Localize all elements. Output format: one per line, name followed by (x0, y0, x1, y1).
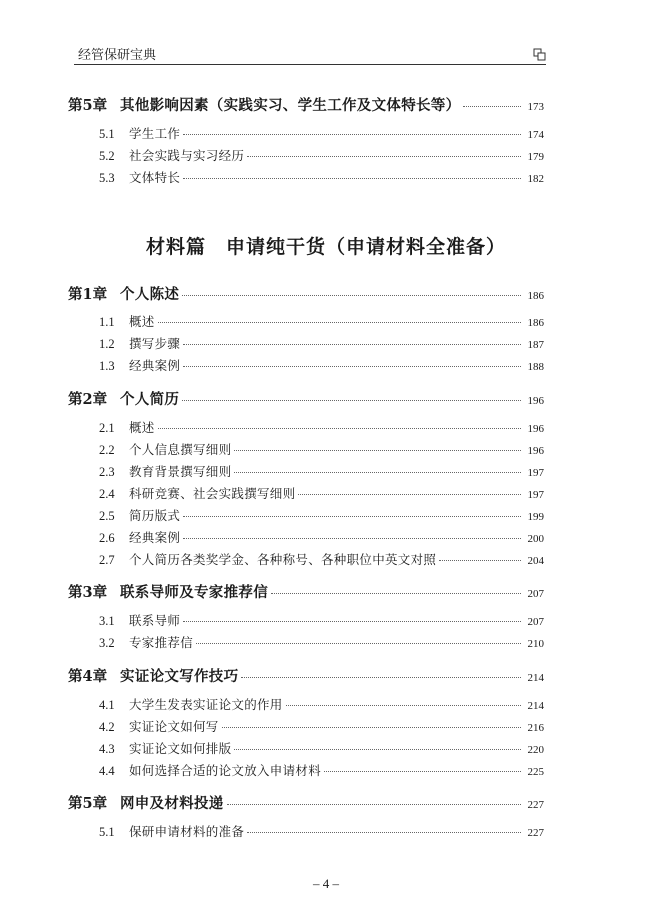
toc-entry-page: 196 (527, 423, 544, 435)
toc-leader-dots (286, 705, 521, 706)
toc-entry-page: 214 (527, 672, 544, 684)
toc-entry-page: 182 (527, 173, 544, 185)
toc-entry-number: 5.1 (99, 825, 115, 839)
toc-entry-number: 4.3 (99, 742, 115, 756)
toc-entry-number: 2.1 (99, 421, 115, 435)
toc-entry-title: 个人陈述 (120, 286, 180, 303)
toc-entry-page: 197 (527, 489, 544, 501)
toc-entry-title: 实证论文写作技巧 (120, 668, 239, 685)
toc-entry-title: 学生工作 (129, 126, 181, 141)
toc-entry-number: 3.2 (99, 636, 115, 650)
toc-leader-dots (241, 677, 521, 678)
toc-leader-dots (227, 804, 521, 805)
toc-section-entry[interactable] (68, 356, 544, 374)
toc-entry-number: 4.2 (99, 720, 115, 734)
book-logo-icon (533, 48, 546, 61)
toc-chapter-entry[interactable] (68, 665, 544, 686)
toc-leader-dots (183, 178, 521, 179)
toc-entry-number: 5.3 (99, 171, 115, 185)
toc-entry-title: 网申及材料投递 (120, 795, 224, 812)
toc-entry-title: 实证论文如何写 (129, 719, 219, 734)
toc-leader-dots (158, 322, 521, 323)
toc-entry-page: 207 (527, 588, 544, 600)
toc-entry-title: 个人简历 (120, 391, 180, 408)
toc-entry-number: 第1章 (68, 286, 108, 303)
toc-section-entry[interactable] (68, 146, 544, 164)
toc-entry-number: 5.2 (99, 149, 115, 163)
toc-leader-dots (463, 106, 521, 107)
toc-entry-title: 文体特长 (129, 170, 181, 185)
toc-leader-dots (183, 516, 521, 517)
toc-leader-dots (298, 494, 521, 495)
toc-section-entry[interactable] (68, 506, 544, 524)
toc-entry-page: 200 (527, 533, 544, 545)
toc-entry-page: 214 (527, 700, 544, 712)
toc-section-entry[interactable] (68, 695, 544, 713)
toc-entry-page: 227 (527, 799, 544, 811)
toc-chapter-entry[interactable] (68, 792, 544, 813)
toc-entry-page: 196 (527, 445, 544, 457)
toc-leader-dots (196, 643, 521, 644)
part-title: 材料篇 申请纯干货（申请材料全准备） (145, 236, 506, 258)
toc-entry-number: 4.1 (99, 698, 115, 712)
toc-leader-dots (183, 538, 521, 539)
toc-leader-dots (234, 472, 521, 473)
toc-section-entry[interactable] (68, 717, 544, 735)
toc-leader-dots (182, 295, 521, 296)
toc-leader-dots (271, 593, 521, 594)
toc-entry-title: 简历版式 (129, 508, 181, 523)
toc-leader-dots (183, 621, 521, 622)
toc-section-entry[interactable] (68, 739, 544, 757)
toc-chapter-entry[interactable] (68, 283, 544, 304)
toc-entry-page: 174 (527, 129, 544, 141)
running-header (74, 40, 546, 65)
toc-entry-number: 2.4 (99, 487, 115, 501)
toc-entry-number: 第3章 (68, 584, 108, 601)
toc-section-entry[interactable] (68, 528, 544, 546)
toc-section-entry[interactable] (68, 633, 544, 651)
toc-entry-number: 3.1 (99, 614, 115, 628)
toc-entry-title: 大学生发表实证论文的作用 (129, 697, 283, 712)
toc-entry-number: 1.2 (99, 337, 115, 351)
toc-entry-number: 1.3 (99, 359, 115, 373)
toc-section-entry[interactable] (68, 312, 544, 330)
toc-entry-number: 2.6 (99, 531, 115, 545)
toc-entry-page: 220 (527, 744, 544, 756)
toc-section-entry[interactable] (68, 124, 544, 142)
toc-leader-dots (234, 749, 521, 750)
toc-entry-title: 科研竞赛、社会实践撰写细则 (129, 486, 296, 501)
toc-entry-number: 第5章 (68, 795, 108, 812)
toc-leader-dots (439, 560, 521, 561)
toc-entry-page: 196 (527, 395, 544, 407)
toc-entry-number: 第2章 (68, 391, 108, 408)
toc-entry-page: 199 (527, 511, 544, 523)
toc-entry-title: 经典案例 (129, 358, 181, 373)
toc-entry-page: 207 (527, 616, 544, 628)
toc-entry-title: 个人信息撰写细则 (129, 442, 232, 457)
toc-leader-dots (234, 450, 521, 451)
toc-entry-page: 173 (527, 101, 544, 113)
toc-leader-dots (158, 428, 521, 429)
toc-entry-page: 227 (527, 827, 544, 839)
header-title: 经管保研宝典 (78, 48, 157, 63)
toc-entry-title: 联系导师及专家推荐信 (120, 584, 268, 601)
toc-entry-title: 经典案例 (129, 530, 181, 545)
toc-section-entry[interactable] (68, 822, 544, 840)
toc-entry-number: 4.4 (99, 764, 115, 778)
toc-entry-title: 联系导师 (129, 613, 181, 628)
toc-section-entry[interactable] (68, 334, 544, 352)
toc-entry-page: 210 (527, 638, 544, 650)
toc-entry-page: 197 (527, 467, 544, 479)
toc-entry-number: 2.7 (99, 553, 115, 567)
toc-entry-number: 5.1 (99, 127, 115, 141)
toc-entry-title: 个人简历各类奖学金、各种称号、各种职位中英文对照 (129, 552, 437, 567)
toc-leader-dots (324, 771, 521, 772)
toc-entry-title: 教育背景撰写细则 (129, 464, 232, 479)
toc-entry-page: 204 (527, 555, 544, 567)
toc-entry-number: 第5章 (68, 97, 108, 114)
toc-section-entry[interactable] (68, 440, 544, 458)
toc-entry-page: 225 (527, 766, 544, 778)
toc-entry-number: 第4章 (68, 668, 108, 685)
toc-leader-dots (247, 156, 521, 157)
toc-leader-dots (247, 832, 521, 833)
toc-entry-title: 概述 (129, 420, 155, 435)
toc-entry-title: 保研申请材料的准备 (129, 824, 245, 839)
page-number: – 4 – (313, 876, 339, 891)
toc-entry-page: 216 (527, 722, 544, 734)
toc-leader-dots (182, 400, 521, 401)
toc-chapter-entry[interactable] (68, 94, 544, 115)
toc-entry-number: 1.1 (99, 315, 115, 329)
toc-entry-number: 2.2 (99, 443, 115, 457)
toc-entry-page: 186 (527, 317, 544, 329)
toc-entry-page: 179 (527, 151, 544, 163)
toc-leader-dots (183, 134, 521, 135)
toc-entry-title: 社会实践与实习经历 (129, 148, 245, 163)
toc-section-entry[interactable] (68, 761, 544, 779)
toc-section-entry[interactable] (68, 418, 544, 436)
toc-section-entry[interactable] (68, 484, 544, 502)
toc-entry-page: 188 (527, 361, 544, 373)
toc-entry-title: 如何选择合适的论文放入申请材料 (129, 763, 322, 778)
toc-leader-dots (183, 366, 521, 367)
toc-section-entry[interactable] (68, 462, 544, 480)
toc-entry-title: 概述 (129, 314, 155, 329)
toc-section-entry[interactable] (68, 611, 544, 629)
toc-entry-page: 187 (527, 339, 544, 351)
toc-entry-title: 实证论文如何排版 (129, 741, 232, 756)
toc-leader-dots (183, 344, 521, 345)
toc-entry-title: 撰写步骤 (129, 336, 181, 351)
toc-leader-dots (222, 727, 521, 728)
toc-section-entry[interactable] (68, 168, 544, 186)
toc-chapter-entry[interactable] (68, 388, 544, 409)
toc-entry-number: 2.3 (99, 465, 115, 479)
toc-entry-page: 186 (527, 290, 544, 302)
toc-section-entry[interactable] (68, 550, 544, 568)
toc-chapter-entry[interactable] (68, 581, 544, 602)
toc-entry-title: 专家推荐信 (129, 635, 194, 650)
toc-entry-title: 其他影响因素（实践实习、学生工作及文体特长等） (120, 97, 461, 114)
toc-entry-number: 2.5 (99, 509, 115, 523)
